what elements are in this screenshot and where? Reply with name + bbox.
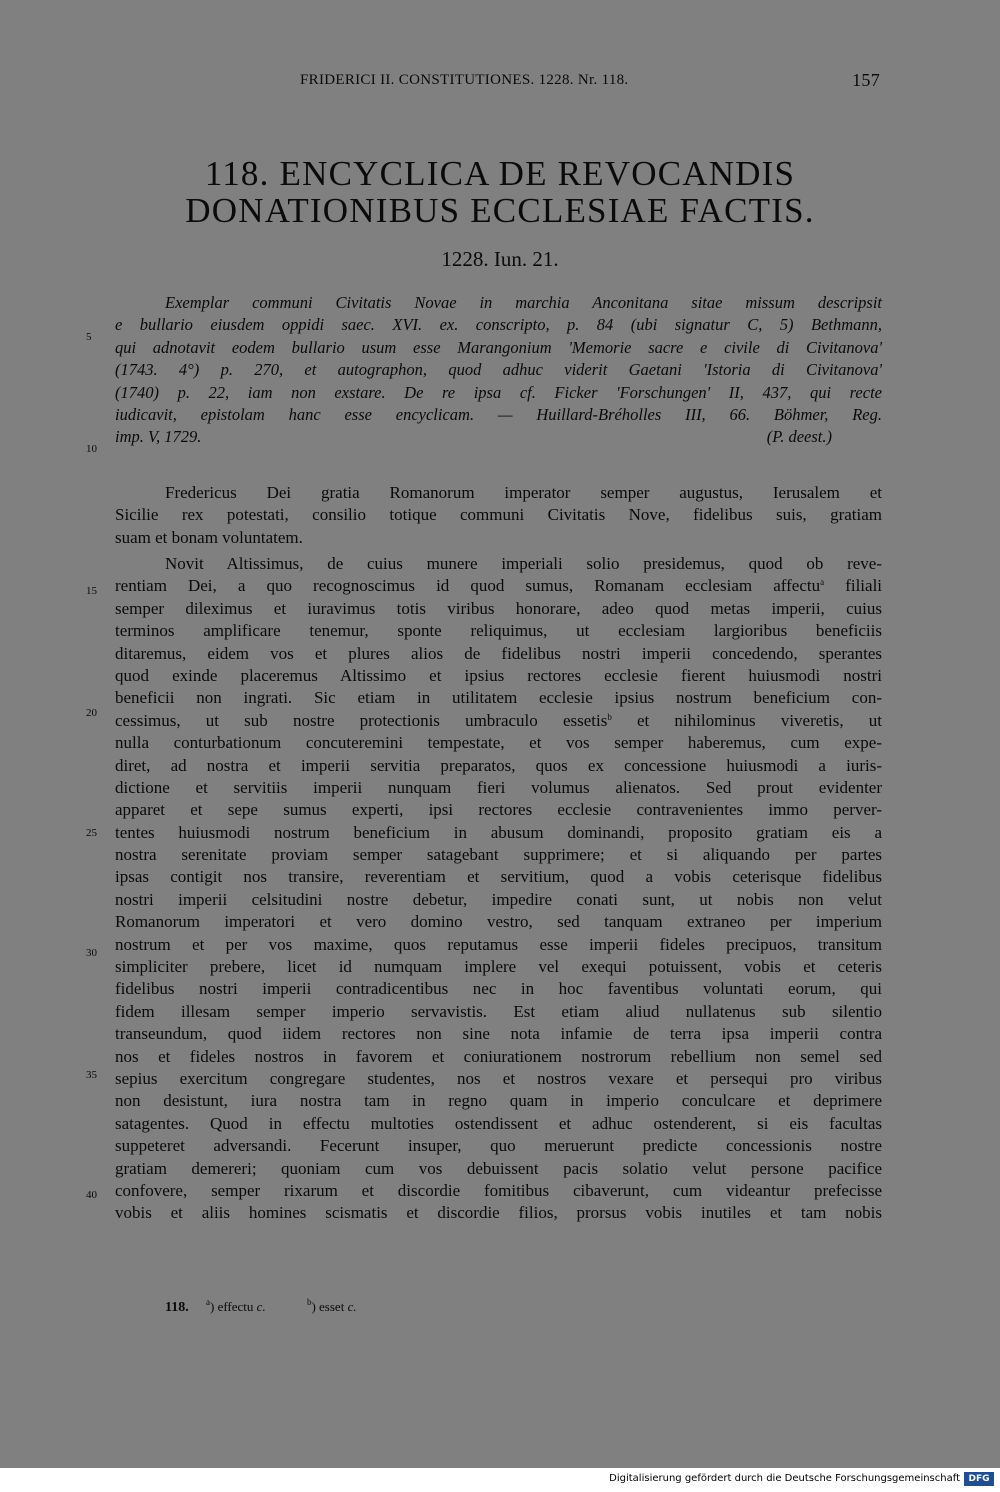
body-line: sepius exercitum congregare studentes, nos et nostros vexare et persequi pro viribus [115,1068,882,1088]
body-line: transeundum, quod iidem rectores non sine nota infamie de terra ipsa imperii contra [115,1024,882,1044]
running-header [300,70,880,94]
line-number: 20 [86,707,97,719]
body-line: fidem illesam semper imperio servavistis. Est etiam aliud nullatenus sub silentio [115,1001,882,1021]
body-line: nostrum et per vos maxime, quos reputamus esse imperii fideles precipuos, transitum [115,934,882,954]
title-line-1: 118. ENCYCLICA DE REVOCANDIS [204,154,796,193]
body-line: apparet et sepe sumus experti, ipsi rectores ecclesie contravenientes immo perver- [115,800,882,820]
body-line: diret, ad nostra et imperii servitia preparatos, quos ex concessione huiusmodi a iuris- [115,755,882,775]
body-line: simpliciter prebere, licet id numquam implere vel exequi potuissent, vobis et ceteris [115,957,882,977]
footnote-mark-a: a [820,577,825,588]
footnote-mark-b: b [607,711,612,722]
editorial-introduction [115,292,882,449]
body-line: nostra serenitate proviam semper satagebant supprimere; et si aliquando per partes [115,845,882,865]
line-number: 5 [86,331,92,343]
body-line: ipsas contigit nos transire, reverentiam et servitium, quod a vobis ceterisque fidelibus [115,867,882,887]
footnotes [165,1299,395,1316]
intro-note-right: (P. deest.) [766,427,832,447]
footnote-number: 118. [165,1300,189,1315]
dfg-logo: DFG [964,1472,994,1486]
intro-line: (1743. 4°) p. 270, et autographon, quod adhuc viderit Gaetani 'Istoria di Civitanova' [115,360,882,380]
body-line: semper dileximus et iuravimus totis viribus honorare, adeo quod metas imperii, cuius [115,598,882,618]
body-line: gratiam demereri; quoniam cum vos debuissent pacis solatio velut persone pacifice [115,1158,882,1178]
body-line: dictione et servitiis imperii nunquam fieri volumus alienatos. Sed prout evidenter [115,777,882,797]
body-line: nulla conturbationum concuteremini tempestate, et vos semper haberemus, cum expe- [115,733,882,753]
body-line: terminos amplificare tenemur, sponte reliquimus, ut ecclesiam largioribus beneficiis [115,621,882,641]
intro-line: (1740) p. 22, iam non exstare. De re ipsa cf. Ficker 'Forschungen' II, 437, qui recte [115,382,882,402]
body-line: Romanorum imperatori et vero domino vestro, sed tanquam extraneo per imperium [115,912,882,932]
main-text [115,553,882,1225]
body-line: ditaremus, eidem vos et plures alios de fidelibus nostri imperii concedendo, sperantes [115,643,882,663]
salutation-paragraph [115,482,882,549]
body-line: quod exinde placeremus Altissimo et ipsius rectores ecclesie fierent huiusmodi nostri [115,665,882,685]
line-number: 10 [86,443,97,455]
intro-line: e bullario eiusdem oppidi saec. XVI. ex. conscripto, p. 84 (ubi signatur C, 5) Bethmann, [115,315,882,335]
document-title [100,155,900,229]
body-line: confovere, semper rixarum et discordie fomitibus cibaverunt, cum videantur prefecisse [115,1180,882,1200]
footnote-a: $^a$) effectu c. [205,1297,266,1314]
body-line-with-footnote-b: cessimus, ut sub nostre protectionis umbraculo essetis$^b$ et nihilominus viveretis, ut [115,710,882,730]
body-line: Fredericus Dei gratia Romanorum imperator semper augustus, Ierusalem et [165,483,882,502]
footnote-b: $^b$) esset c. [306,1297,357,1314]
line-number: 15 [86,585,97,597]
body-line-with-footnote-a: rentiam Dei, a quo recognoscimus id quod sumus, Romanam ecclesiam affectu$^a$ filiali [115,576,883,596]
intro-line: qui adnotavit eodem bullario usum esse Marangonium 'Memorie sacre e civile di Civitanova' [115,337,882,357]
title-line-2: DONATIONIBUS ECCLESIAE FACTIS. [185,191,815,230]
body-line: tentes huiusmodi nostrum beneficium in abusum dominandi, proposito gratiam eis a [115,822,882,842]
document-date: 1228. Iun. 21. [441,247,559,271]
body-line: nos et fideles nostros in favorem et coniurationem nostrorum rebellium non semel sed [115,1046,882,1066]
intro-citation: imp. V, 1729. [115,427,202,447]
line-number: 40 [86,1189,97,1201]
body-line: satagentes. Quod in effectu multoties ostendissent et adhuc ostenderent, si eis facultas [115,1113,882,1133]
body-line: beneficii non ingrati. Sic etiam in utilitatem ecclesie ipsius nostrum beneficium con- [115,688,882,708]
line-number: 25 [86,827,97,839]
body-line: suppeteret adversandi. Fecerunt insuper, quo meruerunt predicte concessionis nostre [115,1136,882,1156]
intro-line: iudicavit, epistolam hanc esse encyclicam. — Huillard-Bréholles III, 66. Böhmer, Reg. [115,404,882,424]
line-number: 35 [86,1069,97,1081]
body-line: suam et bonam voluntatem. [115,527,303,547]
body-line: nostri imperii celsitudini nostre debetur, impedire conati sunt, ut nobis non velut [115,889,882,909]
running-title: FRIDERICI II. CONSTITUTIONES. 1228. Nr. 118. [300,72,629,88]
body-line: vobis et aliis homines scismatis et discordie filios, prorsus vobis inutiles et tam nobis [115,1203,882,1223]
body-line: non desistunt, iura nostra tam in regno quam in imperio conculcare et deprimere [115,1091,882,1111]
digitization-footer [0,1468,1000,1492]
line-number: 30 [86,947,97,959]
body-line: Sicilie rex potestati, consilio totique communi Civitatis Nove, fidelibus suis, gratiam [115,505,882,525]
page-number: 157 [852,70,880,90]
funding-note: Digitalisierung gefördert durch die Deutsche Forschungsgemeinschaft [609,1473,960,1484]
intro-line-last [115,426,882,448]
intro-line: Exemplar communi Civitatis Novae in marchia Anconitana sitae missum descripsit [165,293,882,312]
body-line: fidelibus nostri imperii contradicentibus nec in hoc faventibus voluntati eorum, qui [115,979,882,999]
body-line: Novit Altissimus, de cuius munere imperiali solio presidemus, quod ob reve- [165,554,882,573]
